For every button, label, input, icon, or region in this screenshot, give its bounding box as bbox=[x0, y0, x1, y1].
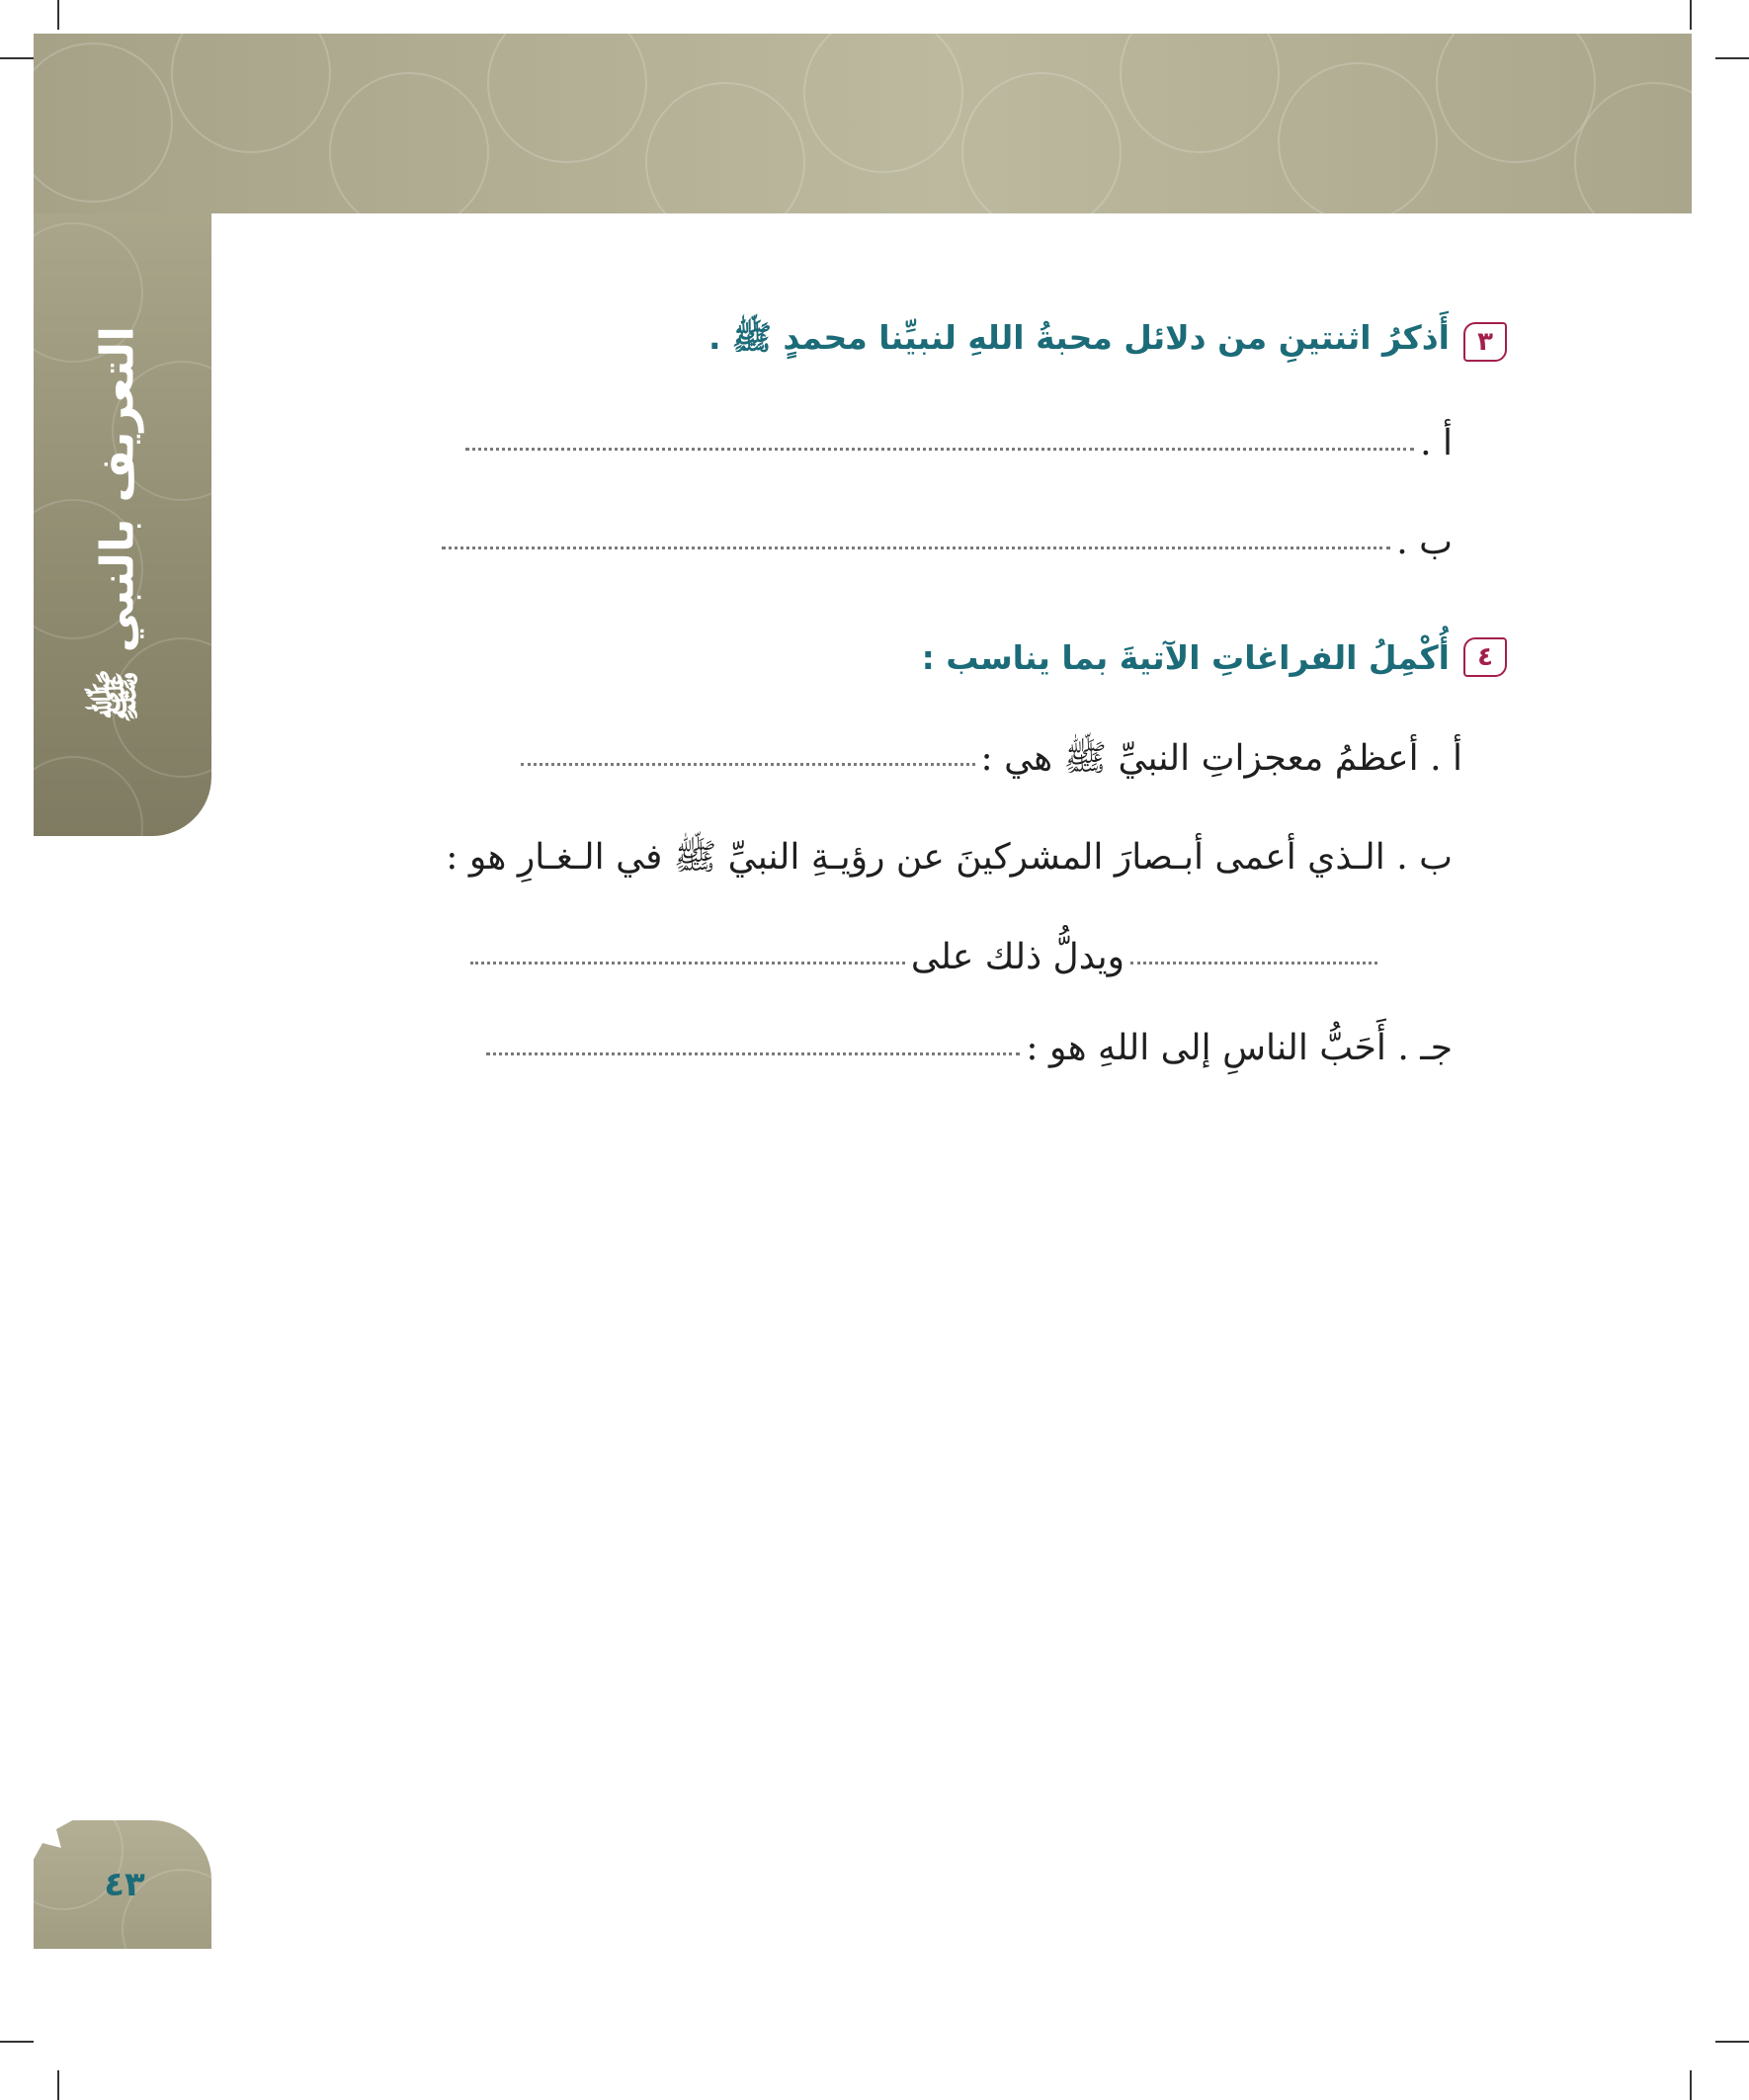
answer-blank[interactable] bbox=[1130, 962, 1377, 965]
answer-line bbox=[459, 423, 1453, 463]
question-number: ٣ bbox=[1463, 322, 1507, 362]
answer-blank[interactable] bbox=[465, 448, 1414, 451]
question-3-heading bbox=[708, 318, 1507, 366]
answer-blank[interactable] bbox=[442, 546, 1390, 549]
question-prompt: أُكْمِلُ الفراغاتِ الآتيةَ بما يناسب : bbox=[921, 637, 1450, 677]
statement-text: جـ . أَحَبُّ الناسِ إلى اللهِ هو : bbox=[1026, 1028, 1453, 1068]
page-number: ٤٣ bbox=[104, 1865, 145, 1904]
star-badge-icon bbox=[34, 1820, 74, 1861]
answer-blank[interactable] bbox=[521, 763, 975, 766]
item-label: أ . bbox=[1420, 423, 1453, 463]
fill-blank-line bbox=[480, 1028, 1453, 1068]
answer-line bbox=[436, 522, 1453, 562]
question-4-heading bbox=[922, 637, 1507, 677]
item-label: ب . bbox=[1396, 522, 1453, 562]
chapter-title: التعريف بالنبي ﷺ bbox=[90, 326, 144, 723]
fill-blank-line bbox=[446, 835, 1453, 886]
answer-blank[interactable] bbox=[470, 962, 905, 965]
statement-text: أ . أعظمُ معجزاتِ النبيِّ ﷺ هي : bbox=[980, 738, 1462, 779]
fill-blank-line bbox=[464, 937, 1383, 977]
statement-text: ويدلُّ ذلك على bbox=[910, 937, 1124, 977]
answer-blank[interactable] bbox=[486, 1052, 1020, 1055]
question-number: ٤ bbox=[1463, 637, 1507, 677]
page-number-tab bbox=[34, 1820, 211, 1949]
fill-blank-line bbox=[515, 736, 1462, 788]
question-prompt: أَذكرُ اثنتينِ من دلائل محبةُ اللهِ لنبيِّنا محمدٍ ﷺ . bbox=[708, 318, 1450, 357]
statement-text: ب . الـذي أعمى أبـصارَ المشركينَ عن رؤيـةِ النبيِّ ﷺ في الـغـارِ هو : bbox=[446, 837, 1453, 878]
